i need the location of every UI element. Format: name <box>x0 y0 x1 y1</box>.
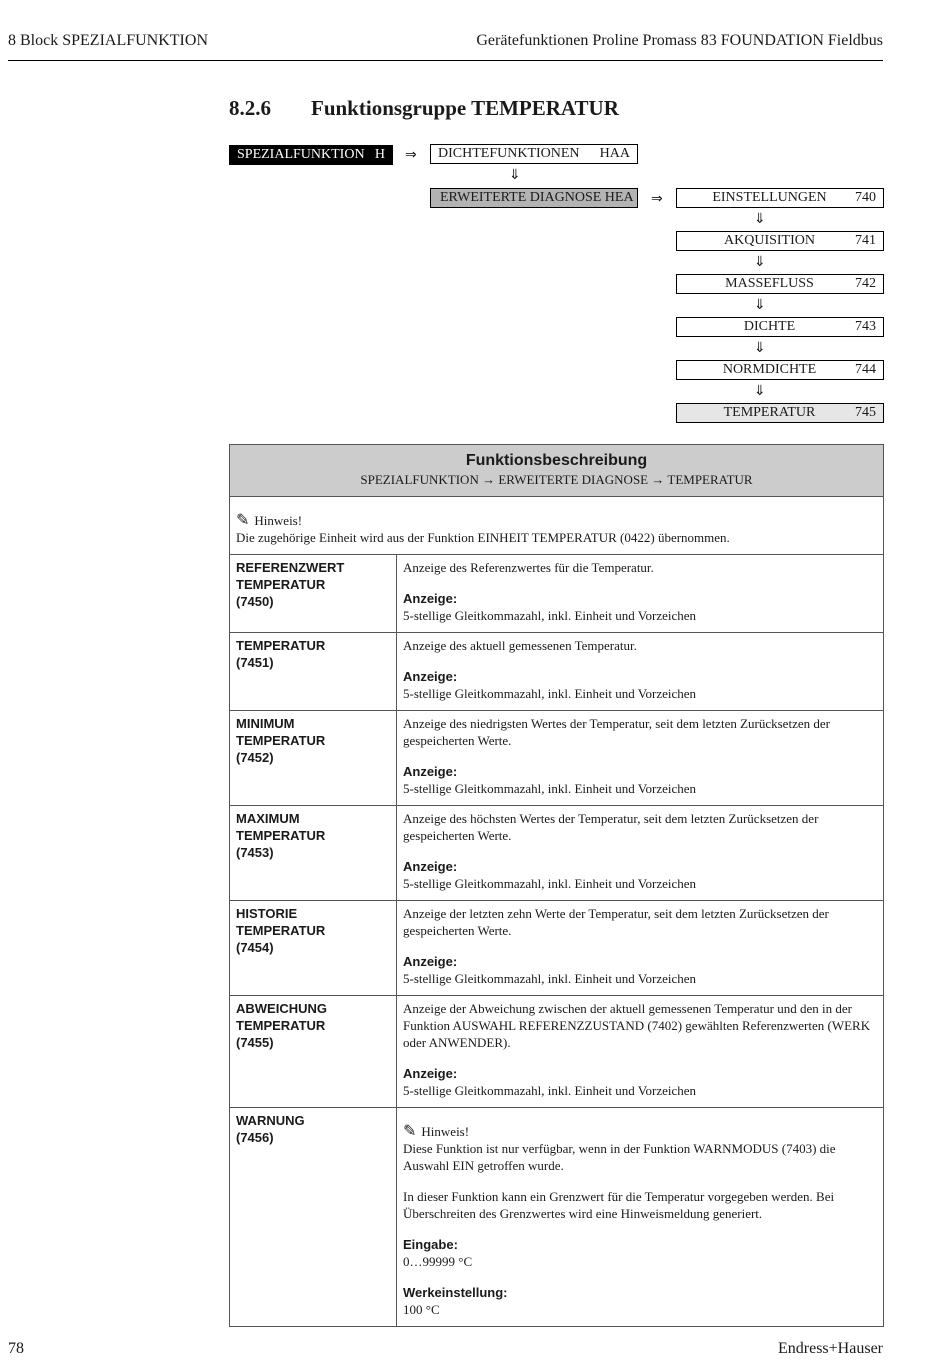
table-row <box>230 555 884 633</box>
table-row-warnung <box>230 1108 884 1327</box>
header-divider <box>8 60 883 61</box>
arrow-down-icon: ⇓ <box>754 383 766 399</box>
nav-block-code: H <box>374 147 385 162</box>
nav-item-code: 743 <box>855 319 876 334</box>
page-number: 78 <box>8 1340 24 1357</box>
nav-item-label: MASSEFLUSS <box>725 276 814 291</box>
arrow-right-icon: ⇒ <box>651 191 663 207</box>
function-name-cell <box>230 1108 397 1327</box>
arrow-down-icon: ⇓ <box>754 254 766 270</box>
nav-subgroup-label: ERWEITERTE DIAGNOSE HEA <box>440 190 634 205</box>
nav-item-code: 740 <box>855 190 876 205</box>
function-code: (7455) <box>236 1035 274 1050</box>
function-desc: Anzeige der letzten zehn Werte der Temperatur, seit dem letzten Zurücksetzen der gespeicherten Werte. <box>403 906 829 938</box>
nav-item-einstellungen <box>676 188 884 208</box>
function-desc-cell <box>397 633 884 711</box>
nav-item-massefluss <box>676 274 884 294</box>
function-desc-cell <box>397 1108 884 1327</box>
arrow-down-icon: ⇓ <box>509 167 521 183</box>
display-value: 5-stellige Gleitkommazahl, inkl. Einheit und Vorzeichen <box>403 971 697 986</box>
section-title <box>229 96 619 121</box>
nav-item-label: AKQUISITION <box>724 233 815 248</box>
display-value: 5-stellige Gleitkommazahl, inkl. Einheit und Vorzeichen <box>403 781 697 796</box>
nav-item-dichte <box>676 317 884 337</box>
display-label: Anzeige: <box>403 1066 458 1081</box>
function-desc-cell <box>397 711 884 806</box>
function-code: (7451) <box>236 655 274 670</box>
nav-subgroup-erweiterte-diagnose <box>430 188 638 208</box>
nav-item-label: NORMDICHTE <box>722 362 817 377</box>
table-note <box>230 497 884 555</box>
nav-item-code: 744 <box>855 362 876 377</box>
nav-group-label: DICHTEFUNKTIONEN <box>438 146 580 161</box>
function-desc-cell <box>397 806 884 901</box>
arrow-right-icon: ⇒ <box>405 147 417 163</box>
nav-item-code: 741 <box>855 233 876 248</box>
function-desc: Anzeige des höchsten Wertes der Temperatur, seit dem letzten Zurücksetzen der gespeicherten Werte. <box>403 811 819 843</box>
display-value: 5-stellige Gleitkommazahl, inkl. Einheit und Vorzeichen <box>403 1083 697 1098</box>
nav-group-code: HAA <box>599 146 630 161</box>
function-name-cell <box>230 806 397 901</box>
table-row <box>230 901 884 996</box>
note-label: Hinweis! <box>421 1124 470 1139</box>
function-desc: In dieser Funktion kann ein Grenzwert für die Temperatur vorgegeben werden. Bei Überschreiten des Grenzwertes wird eine Hinweismeldung generiert. <box>403 1189 835 1221</box>
brand-name: Endress+Hauser <box>778 1340 883 1357</box>
nav-item-label: DICHTE <box>743 319 796 334</box>
nav-block-spezialfunktion <box>229 145 393 165</box>
display-label: Anzeige: <box>403 591 458 606</box>
table-row <box>230 633 884 711</box>
display-label: Anzeige: <box>403 764 458 779</box>
nav-item-akquisition <box>676 231 884 251</box>
section-title-text: Funktionsgruppe TEMPERATUR <box>311 96 619 120</box>
function-code: (7450) <box>236 594 274 609</box>
default-value: 100 °C <box>403 1302 440 1317</box>
function-name: WARNUNG <box>236 1113 305 1128</box>
function-code: (7452) <box>236 750 274 765</box>
function-name-cell <box>230 901 397 996</box>
table-note-row <box>230 497 884 555</box>
note-label: Hinweis! <box>254 513 303 528</box>
function-desc-cell <box>397 555 884 633</box>
function-name-cell <box>230 633 397 711</box>
header-chapter: 8 Block SPEZIALFUNKTION <box>8 32 208 49</box>
function-desc: Anzeige des Referenzwertes für die Temperatur. <box>403 560 654 575</box>
display-label: Anzeige: <box>403 669 458 684</box>
nav-item-normdichte <box>676 360 884 380</box>
function-name-cell <box>230 996 397 1108</box>
note-text: Diese Funktion ist nur verfügbar, wenn in der Funktion WARNMODUS (7403) die Auswahl EIN getroffen wurde. <box>403 1141 836 1173</box>
function-description-table <box>229 444 884 1327</box>
arrow-down-icon: ⇓ <box>754 297 766 313</box>
table-header-row <box>230 445 884 497</box>
table-title: Funktionsbeschreibung <box>465 452 648 469</box>
display-value: 5-stellige Gleitkommazahl, inkl. Einheit und Vorzeichen <box>403 608 697 623</box>
function-name: TEMPERATUR <box>236 638 326 653</box>
function-desc-cell <box>397 901 884 996</box>
nav-item-temperatur-current <box>676 403 884 423</box>
function-name-cell <box>230 711 397 806</box>
nav-block-label: SPEZIALFUNKTION <box>237 147 365 162</box>
pencil-icon: ✎ <box>236 510 250 529</box>
table-row <box>230 996 884 1108</box>
nav-item-label: EINSTELLUNGEN <box>712 190 827 205</box>
header-document-title: Gerätefunktionen Proline Promass 83 FOUNDATION Fieldbus <box>476 32 883 49</box>
input-label: Eingabe: <box>403 1237 458 1252</box>
nav-item-code: 742 <box>855 276 876 291</box>
function-desc: Anzeige des aktuell gemessenen Temperatur. <box>403 638 637 653</box>
function-code: (7456) <box>236 1130 274 1145</box>
function-name: HISTORIE TEMPERATUR <box>236 906 326 938</box>
nav-item-label: TEMPERATUR <box>723 405 816 420</box>
nav-group-dichtefunktionen <box>430 144 638 164</box>
function-desc: Anzeige des niedrigsten Wertes der Temperatur, seit dem letzten Zurücksetzen der gespeicherten Werte. <box>403 716 830 748</box>
arrow-down-icon: ⇓ <box>754 340 766 356</box>
table-path: SPEZIALFUNKTION → ERWEITERTE DIAGNOSE → TEMPERATUR <box>360 472 753 487</box>
function-name: ABWEICHUNG TEMPERATUR <box>236 1001 327 1033</box>
pencil-icon: ✎ <box>403 1121 417 1140</box>
function-code: (7454) <box>236 940 274 955</box>
table-header <box>230 445 884 497</box>
nav-item-code: 745 <box>855 405 876 420</box>
display-label: Anzeige: <box>403 859 458 874</box>
function-code: (7453) <box>236 845 274 860</box>
table-row <box>230 806 884 901</box>
note-text: Die zugehörige Einheit wird aus der Funktion EINHEIT TEMPERATUR (0422) übernommen. <box>236 530 730 545</box>
function-name-cell <box>230 555 397 633</box>
function-desc: Anzeige der Abweichung zwischen der aktuell gemessenen Temperatur und den in der Funktion AUSWAHL REFERENZZUSTAND (7402) gewählten Referenzwerten (WERK oder ANWENDER). <box>403 1001 871 1050</box>
display-value: 5-stellige Gleitkommazahl, inkl. Einheit und Vorzeichen <box>403 686 697 701</box>
section-number: 8.2.6 <box>229 96 271 120</box>
function-name: MINIMUM TEMPERATUR <box>236 716 326 748</box>
function-name: REFERENZWERT TEMPERATUR <box>236 560 345 592</box>
display-value: 5-stellige Gleitkommazahl, inkl. Einheit und Vorzeichen <box>403 876 697 891</box>
display-label: Anzeige: <box>403 954 458 969</box>
function-desc-cell <box>397 996 884 1108</box>
function-name: MAXIMUM TEMPERATUR <box>236 811 326 843</box>
table-row <box>230 711 884 806</box>
input-value: 0…99999 °C <box>403 1254 473 1269</box>
default-label: Werkeinstellung: <box>403 1285 508 1300</box>
arrow-down-icon: ⇓ <box>754 211 766 227</box>
